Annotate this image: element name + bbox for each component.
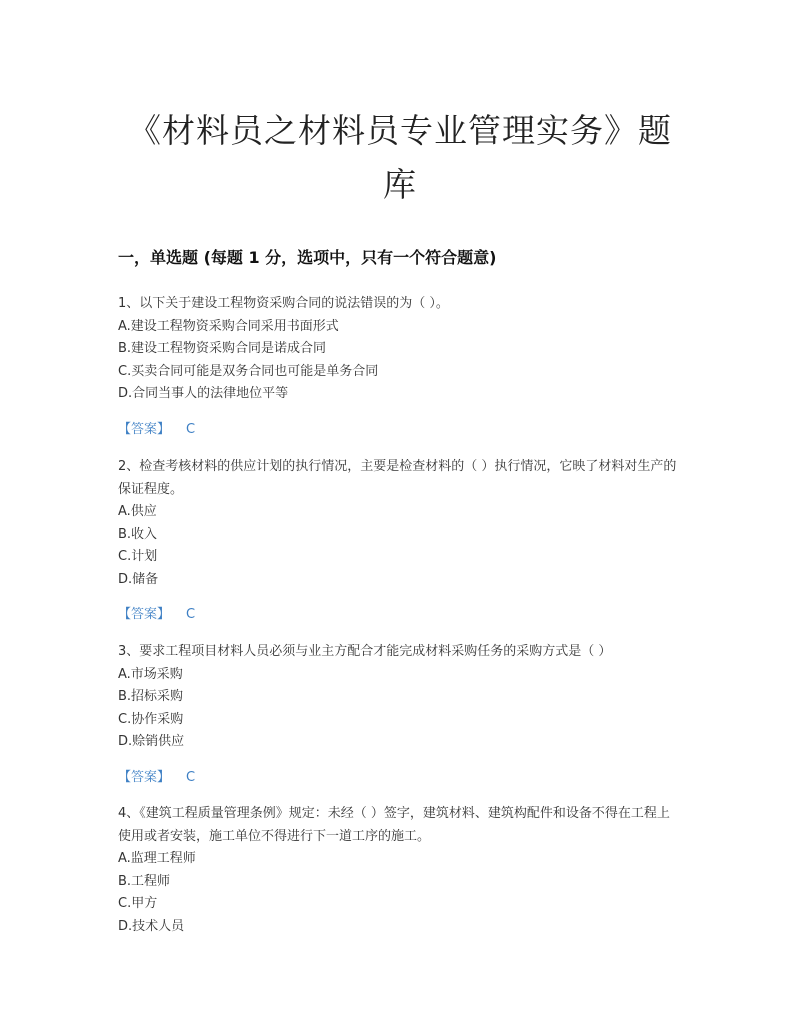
option-d: D.合同当事人的法律地位平等: [118, 386, 289, 401]
question-3: [118, 641, 682, 789]
answer-label: 【答案】: [118, 421, 171, 437]
question-stem: 2、检查考核材料的供应计划的执行情况，主要是检查材料的（ ）执行情况，它映了材料对生产的保证程度。: [118, 459, 677, 497]
option-a: A.供应: [118, 504, 157, 519]
question-4: [118, 803, 682, 938]
answer-value: C: [186, 421, 196, 437]
option-c: C.买卖合同可能是双务合同也可能是单务合同: [118, 363, 379, 379]
option-a: A.监理工程师: [118, 851, 196, 866]
document-title-line-1: 《材料员之材料员专业管理实务》题: [128, 111, 672, 150]
answer-value: C: [186, 607, 196, 622]
option-b: B.工程师: [118, 873, 171, 889]
answer-value: C: [186, 769, 196, 785]
question-stem: 3、要求工程项目材料人员必须与业主方配合才能完成材料采购任务的采购方式是（ ）: [118, 644, 612, 659]
question-stem: 1、以下关于建设工程物资采购合同的说法错误的为（ ）。: [118, 296, 449, 311]
option-b: B.建设工程物资采购合同是诺成合同: [118, 341, 327, 356]
option-c: C.甲方: [118, 896, 158, 911]
option-d: D.技术人员: [118, 918, 185, 934]
option-d: D.储备: [118, 571, 159, 587]
answer-line: [118, 604, 682, 626]
option-b: B.收入: [118, 526, 158, 542]
option-a: A.建设工程物资采购合同采用书面形式: [118, 318, 339, 334]
section-heading: 一，单选题 (每题 1 分，选项中，只有一个符合题意): [118, 248, 497, 267]
document-title-line-2: 库: [383, 165, 417, 204]
option-a: A.市场采购: [118, 666, 183, 682]
option-d: D.赊销供应: [118, 734, 185, 749]
answer-label: 【答案】: [118, 607, 171, 622]
answer-label: 【答案】: [118, 769, 171, 785]
question-stem: 4、《建筑工程质量管理条例》规定：未经（ ）签字，建筑材料、建筑构配件和设备不得在工程上使用或者安装，施工单位不得进行下一道工序的施工。: [118, 806, 670, 844]
option-b: B.招标采购: [118, 689, 184, 704]
option-c: C.协作采购: [118, 711, 184, 727]
answer-line: [118, 419, 682, 441]
document-title: [120, 104, 680, 212]
answer-line: [118, 767, 682, 789]
question-2: [118, 456, 682, 626]
question-1: [118, 293, 682, 441]
option-c: C.计划: [118, 549, 158, 564]
